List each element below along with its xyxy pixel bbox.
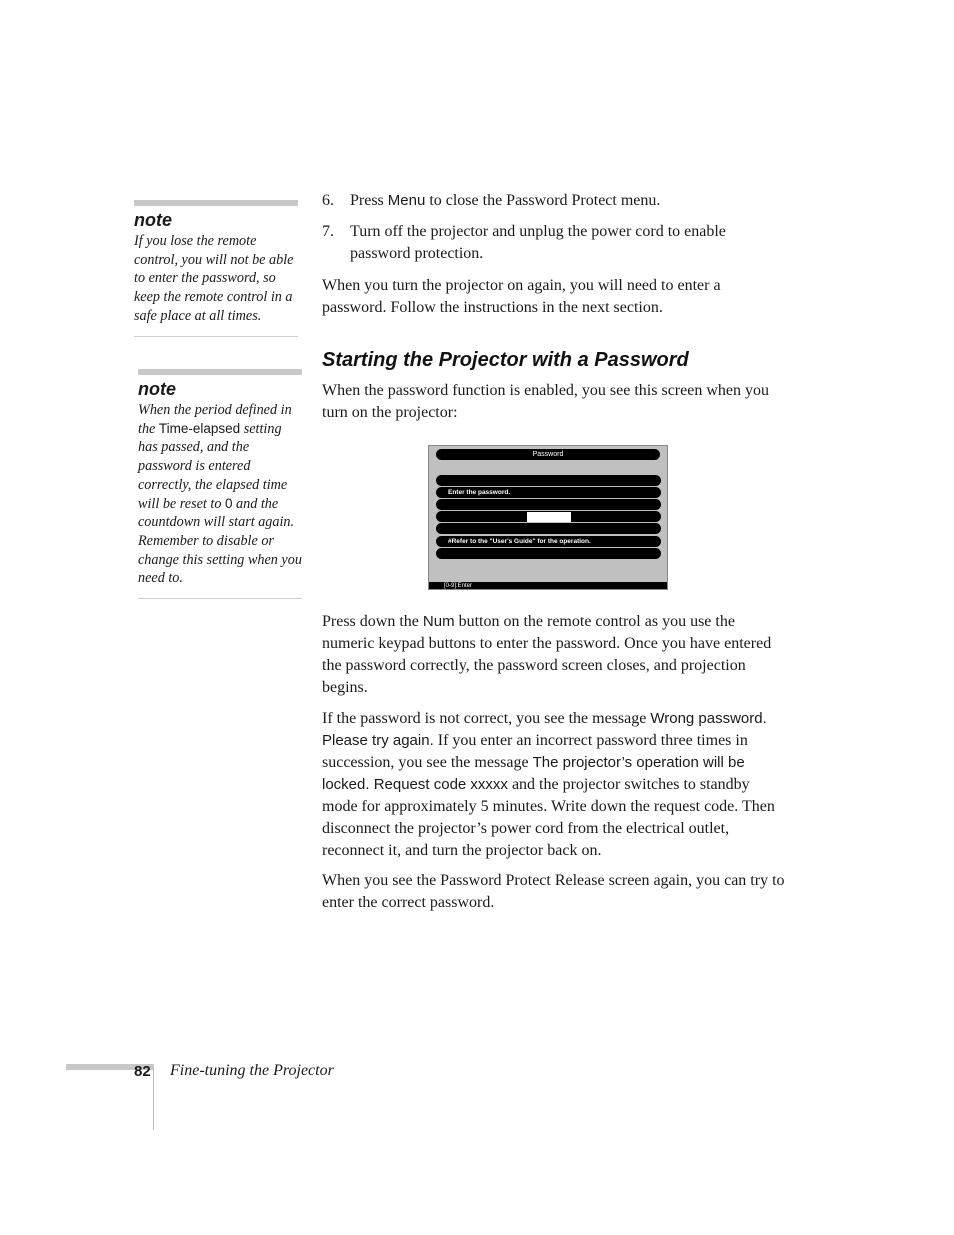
paragraph-text-part: button on the remote control as you use the numeric keypad buttons to enter the password. Once you have entered the password correctly, the password screen closes, and projection begins. [322, 613, 772, 696]
screen-row [436, 475, 661, 486]
note-bar [134, 200, 298, 206]
note-title: note [138, 379, 176, 399]
paragraph-2: When the password function is enabled, you see this screen when you turn on the projector: [322, 382, 769, 421]
note-text: If you lose the remote control, you will not be able to enter the password, so keep the remote control in a safe place at all times. [134, 233, 294, 324]
note-divider [138, 598, 302, 599]
step-text-part: to close the Password Protect menu. [425, 192, 661, 209]
sidebar-note-1 [134, 200, 298, 337]
screen-prompt: Enter the password. [436, 487, 661, 498]
note-text-part: and the countdown will start again. Remember to disable or change this setting when you need to. [138, 495, 302, 587]
paragraph-4 [322, 708, 788, 862]
paragraph-text-part: and the projector switches to standby mode for approximately 5 minutes. Write down the request code. Then disconnect the projector’s power cord from the electrical outlet, reconnect it, and turn the projector back on. [322, 776, 775, 859]
note-text-part: setting has passed, and the password is entered correctly, the elapsed time will be reset to [138, 420, 288, 512]
note-divider [134, 336, 298, 337]
reset-value: 0 [224, 495, 233, 511]
paragraph-1: When you turn the projector on again, you will need to enter a password. Follow the instructions in the next section. [322, 277, 721, 316]
screen-note: #Refer to the "User's Guide" for the operation. [436, 536, 661, 547]
screen-footer: [0-9]:Enter [429, 582, 667, 589]
lock-message: The projector’s operation will be locked. Request code xxxxx [322, 754, 745, 793]
paragraph-5: When you see the Password Protect Release screen again, you can try to enter the correct password. [322, 872, 785, 911]
password-input-box [527, 512, 571, 522]
note-title: note [134, 210, 172, 230]
paragraph-3 [322, 611, 788, 699]
setting-name: Time-elapsed [158, 420, 241, 436]
note-text-part: When the period defined in the [138, 402, 292, 437]
paragraph-text-part: Press down the [322, 613, 423, 630]
screen-title: Password [436, 449, 660, 460]
paragraph-text-part: If the password is not correct, you see the message [322, 710, 651, 727]
step-number: 7. [322, 223, 334, 240]
footer-divider [153, 1066, 154, 1130]
sidebar-note-2 [138, 369, 302, 599]
page-number: 82 [134, 1063, 151, 1080]
step-text: Turn off the projector and unplug the power cord to enable password protection. [350, 223, 726, 262]
password-screen-image [428, 445, 668, 590]
section-heading: Starting the Projector with a Password [322, 349, 689, 371]
step-text [350, 190, 788, 212]
running-footer-title: Fine-tuning the Projector [170, 1062, 334, 1079]
step-text-part: Press [350, 192, 388, 209]
step-number: 6. [322, 192, 334, 209]
menu-key: Menu [387, 192, 426, 209]
screen-row [436, 499, 661, 510]
paragraph-text-part: If you enter an incorrect password three times in succession, you see the message [322, 732, 748, 771]
screen-row [436, 523, 661, 534]
note-text [138, 401, 302, 588]
error-message: Wrong password. Please try again. [322, 710, 767, 749]
screen-row [436, 548, 661, 559]
num-key: Num [422, 613, 455, 630]
note-bar [138, 369, 302, 375]
